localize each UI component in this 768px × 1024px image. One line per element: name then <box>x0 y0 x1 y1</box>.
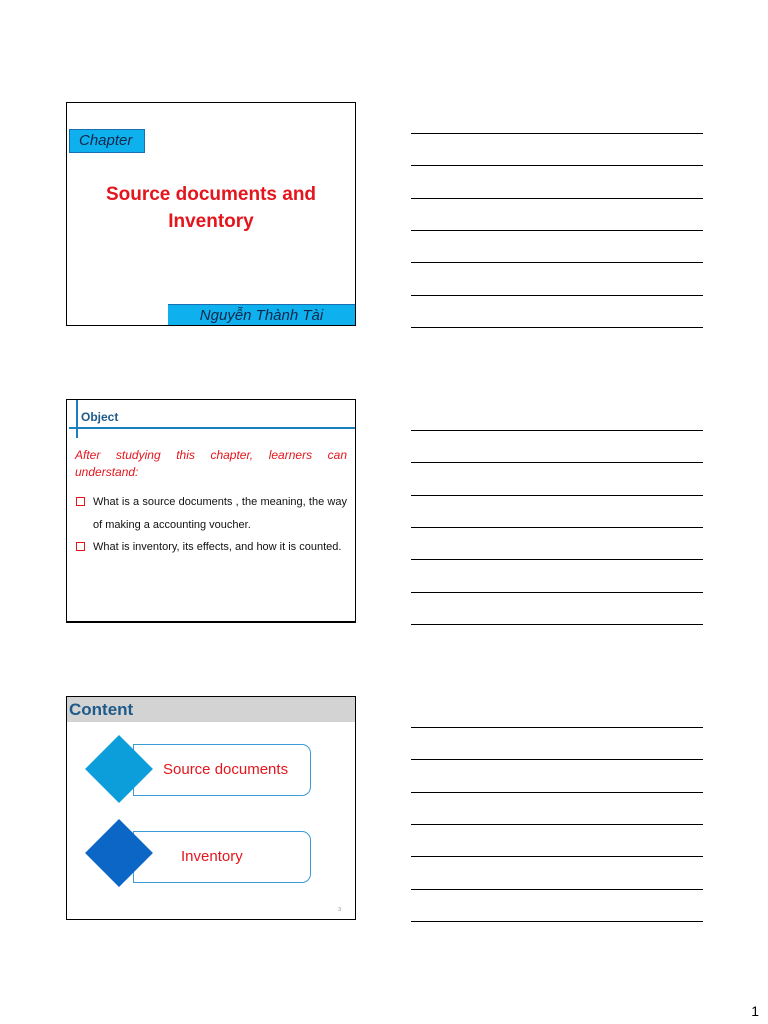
note-line <box>411 592 703 593</box>
page-number: 1 <box>751 1003 759 1019</box>
slide-chapter <box>66 102 356 326</box>
note-line <box>411 792 703 793</box>
note-line <box>411 165 703 166</box>
slide-object <box>66 399 356 623</box>
note-line <box>411 727 703 728</box>
content-item-inventory <box>133 831 311 883</box>
note-line <box>411 495 703 496</box>
note-line <box>411 198 703 199</box>
note-line <box>411 295 703 296</box>
slide-content <box>66 696 356 920</box>
bullet-text: What is a source documents , the meaning, the way of making a accounting voucher. <box>93 496 347 531</box>
chapter-label: Chapter <box>69 129 145 153</box>
note-line <box>411 462 703 463</box>
note-line <box>411 230 703 231</box>
title-accent-horizontal <box>69 427 355 429</box>
content-item-label: Source documents <box>163 761 289 778</box>
note-line <box>411 133 703 134</box>
object-bullet-list <box>75 491 347 559</box>
content-item-source-documents <box>133 744 311 796</box>
bullet-item <box>75 491 347 536</box>
chapter-title <box>87 181 335 235</box>
note-line <box>411 430 703 431</box>
bullet-text: What is inventory, its effects, and how it is counted. <box>93 541 342 553</box>
note-line <box>411 527 703 528</box>
note-line <box>411 856 703 857</box>
object-title: Object <box>81 410 119 424</box>
note-line <box>411 889 703 890</box>
chapter-title-line-2: Inventory <box>168 211 254 232</box>
slide-number: 3 <box>338 907 341 913</box>
checkbox-bullet-icon <box>76 542 85 551</box>
content-item-label: Inventory <box>181 848 243 865</box>
note-line <box>411 759 703 760</box>
checkbox-bullet-icon <box>76 497 85 506</box>
note-line <box>411 559 703 560</box>
author-name: Nguyễn Thành Tài <box>168 304 355 326</box>
content-title: Content <box>67 697 355 722</box>
title-accent-vertical <box>76 400 78 438</box>
object-intro: After studying this chapter, learners can understand: <box>75 448 347 479</box>
chapter-title-line-1: Source documents and <box>105 184 317 205</box>
note-line <box>411 327 703 328</box>
note-line <box>411 262 703 263</box>
note-line <box>411 921 703 922</box>
note-line <box>411 824 703 825</box>
bullet-item <box>75 536 347 559</box>
note-line <box>411 624 703 625</box>
